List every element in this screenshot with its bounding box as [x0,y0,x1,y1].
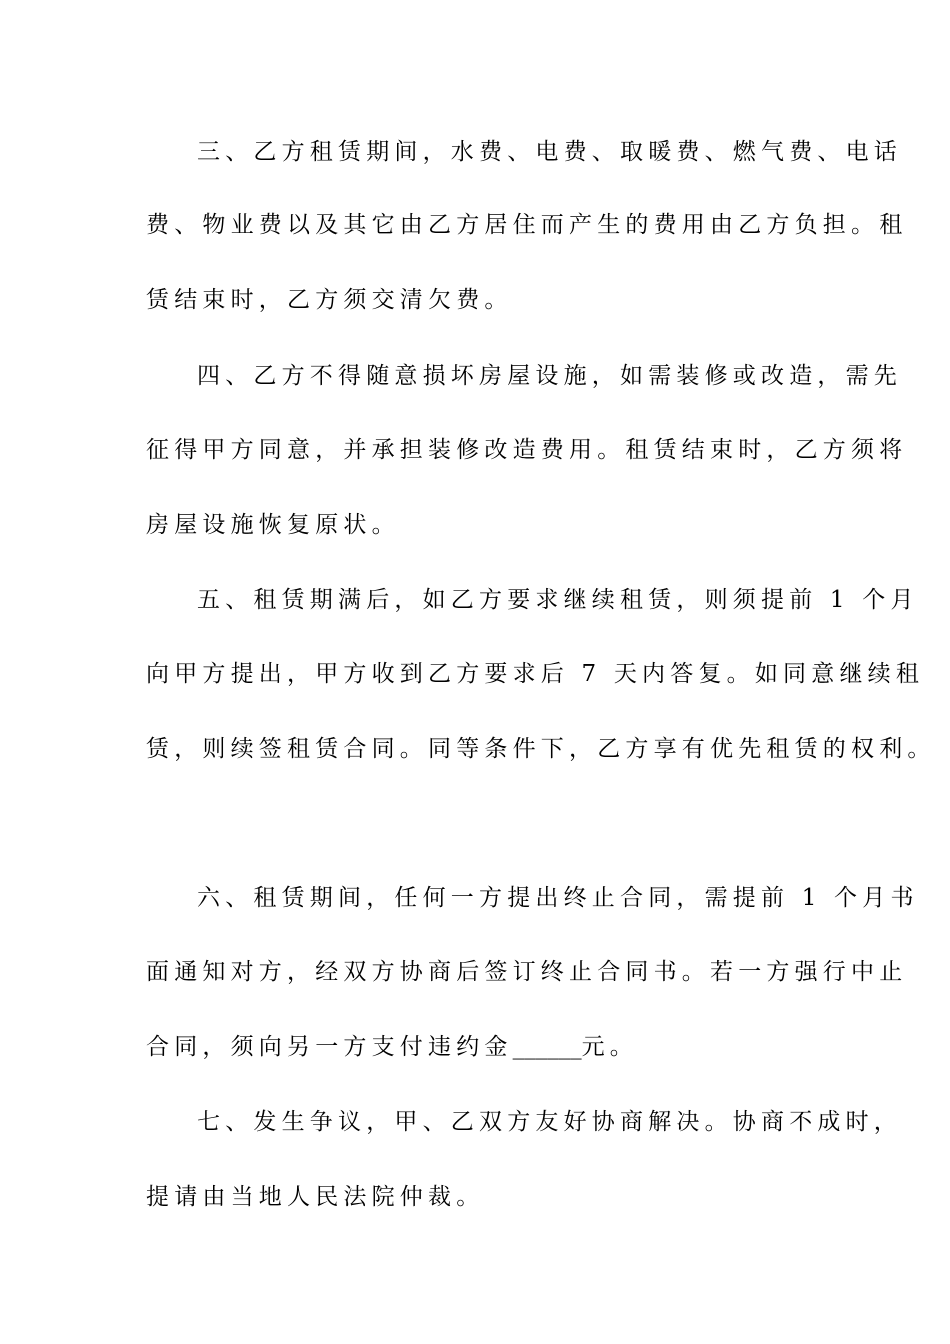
clause-5-line-2: 向甲方提出，甲方收到乙方要求后 7 天内答复。如同意继续租 [146,661,925,687]
clause-7-line-1: 七、发生争议，甲、乙双方友好协商解决。协商不成时， [197,1109,902,1135]
clause-6-line-3-text: 合同，须向另一方支付违约金 [146,1034,513,1060]
clause-6-line-2: 面通知对方，经双方协商后签订终止合同书。若一方强行中止 [146,959,908,985]
clause-4-line-2: 征得甲方同意，并承担装修改造费用。租赁结束时，乙方须将 [146,437,908,463]
penalty-currency-unit: 元。 [581,1034,639,1060]
clause-4-line-1: 四、乙方不得随意损坏房屋设施，如需装修或改造，需先 [197,363,902,389]
penalty-amount-blank: ______ [512,1034,582,1060]
clause-6-line-1: 六、租赁期间，任何一方提出终止合同，需提前 1 个月书 [197,885,919,911]
clause-3-line-3: 赁结束时，乙方须交清欠费。 [146,287,513,313]
clause-3-line-1: 三、乙方租赁期间，水费、电费、取暖费、燃气费、电话 [197,139,902,165]
clause-5-line-1: 五、租赁期满后，如乙方要求继续租赁，则须提前 1 个月 [197,587,919,613]
clause-6-line-3 [146,1032,638,1062]
clause-3-line-2: 费、物业费以及其它由乙方居住而产生的费用由乙方负担。租 [146,212,908,238]
clause-5-line-3: 赁，则续签租赁合同。同等条件下，乙方享有优先租赁的权利。 [146,736,936,762]
clause-7-line-2: 提请由当地人民法院仲裁。 [146,1184,485,1210]
clause-4-line-3: 房屋设施恢复原状。 [146,512,400,538]
